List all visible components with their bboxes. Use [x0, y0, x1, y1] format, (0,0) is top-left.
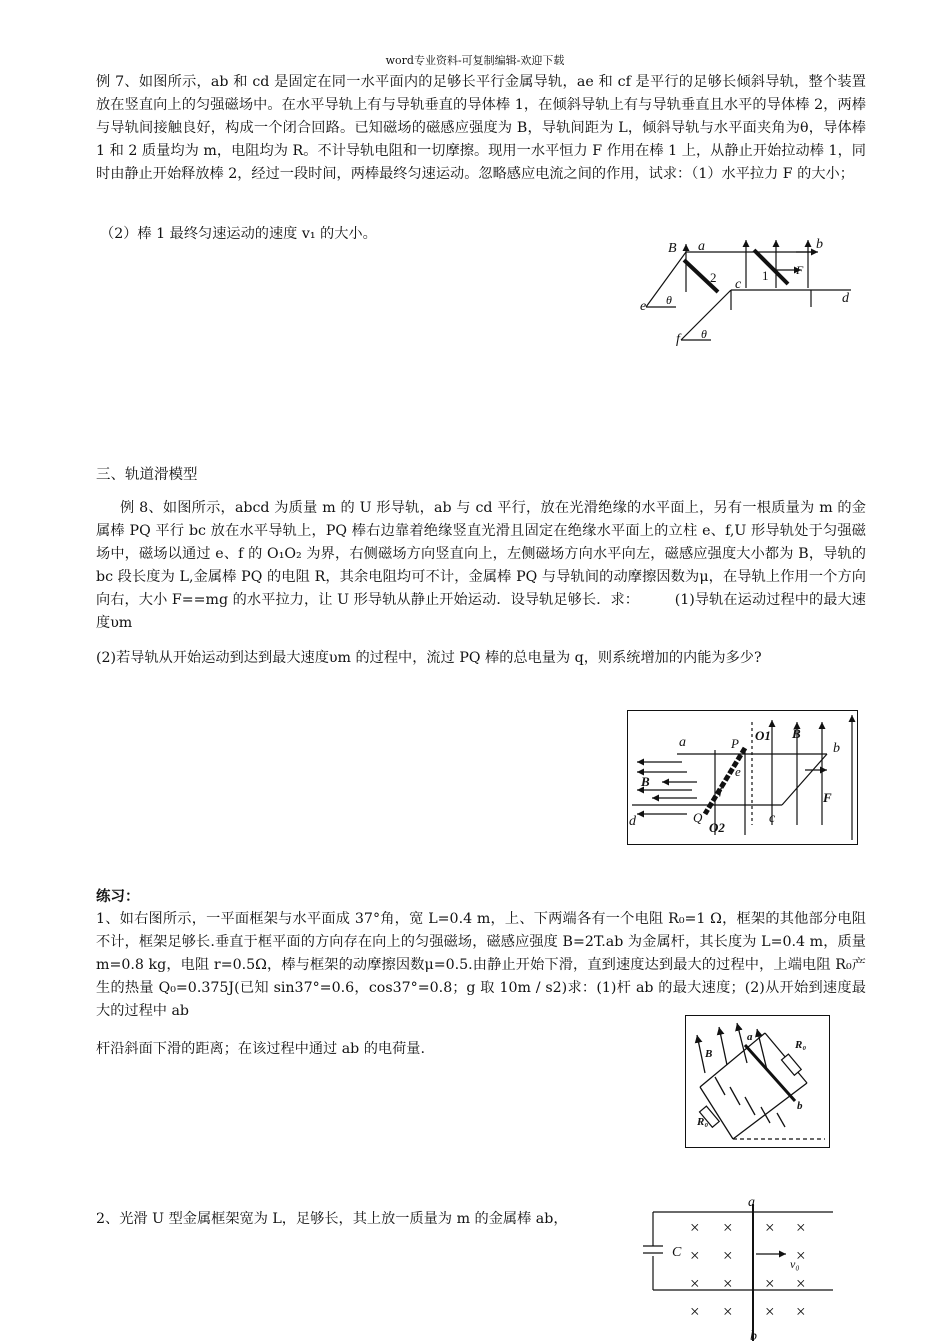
label-rod-2: 2: [710, 270, 717, 285]
example-8-text: 例 8、如图所示，abcd 为质量 m 的 U 形导轨，ab 与 cd 平行，放在光滑绝缘的水平面上，另有一根质量为 m 的金属棒 PQ 平行 bc 放在水平导轨上，PQ 棒右边靠着绝缘竖直光滑且固定在绝缘水平面上的立柱 e、f,U 形导轨处于匀强磁场中，磁场以通过 e、f 的 O₁O₂ 为界，右侧磁场方向竖直向上，左侧磁场方向水平向左，磁感应强度大小都为 B，导轨的 bc 段长度为 L,金属棒 PQ 的电阻 R，其余电阻均可不计，金属棒 PQ 与导轨间的动摩擦因数为μ，在导轨上作用一个方向向右，大小 F==mg 的水平拉力，让 U 形导轨从静止开始运动．设导轨足够长．求： (1)导轨在运动过程中的最大速度υm: [96, 500, 866, 631]
figure-example-7: [636, 232, 866, 352]
label-b: b: [833, 741, 840, 756]
label-b: b: [797, 1100, 803, 1112]
cross-mark: ×: [690, 1246, 700, 1265]
cross-mark: ×: [765, 1218, 775, 1237]
practice-2-text: 2、光滑 U 型金属框架宽为 L，足够长，其上放一质量为 m 的金属棒 ab，: [96, 1211, 568, 1227]
figure-example-8: [627, 710, 858, 845]
label-a: a: [748, 1196, 755, 1210]
label-B-left: B: [641, 774, 650, 789]
cross-mark: ×: [723, 1274, 733, 1293]
label-C: C: [672, 1245, 682, 1260]
rod-PQ: [705, 748, 745, 814]
cross-mark: ×: [796, 1274, 806, 1293]
practice-heading: 练习：: [96, 888, 140, 905]
label-B-right: B: [792, 726, 801, 741]
example-7-question-2: （2）棒 1 最终匀速运动的速度 v₁ 的大小。: [100, 226, 377, 242]
label-F: F: [823, 790, 832, 805]
cross-mark: ×: [765, 1302, 775, 1321]
cross-mark: ×: [796, 1246, 806, 1265]
label-P: P: [731, 736, 739, 751]
label-a: a: [698, 239, 705, 254]
label-f: f: [719, 782, 723, 797]
label-O1: O1: [755, 728, 771, 743]
label-a: a: [747, 1031, 753, 1043]
example-7-text: 例 7、如图所示，ab 和 cd 是固定在同一水平面内的足够长平行金属导轨，ae 和 cf 是平行的足够长倾斜导轨，整个装置放在竖直向上的匀强磁场中。在水平导轨上有与导轨垂直的导体棒 1，在倾斜导轨上有与导轨垂直且水平的导体棒 2，两棒与导轨间接触良好，构成一个闭合回路。已知磁场的磁感应强度为 B，导轨间距为 L，倾斜导轨与水平面夹角为θ，导体棒 1 和 2 质量均为 m，电阻均为 R。不计导轨电阻和一切摩擦。现用一水平恒力 F 作用在棒 1 上，从静止开始拉动棒 1，同时由静止开始释放棒 2，经过一段时间，两棒最终匀速运动。忽略感应电流之间的作用，试求：（1）水平拉力 F 的大小；: [96, 74, 866, 182]
rail-bc: [782, 754, 827, 805]
practice-1-text: 1、如右图所示，一平面框架与水平面成 37°角，宽 L=0.4 m，上、下两端各有一个电阻 R₀=1 Ω，框架的其他部分电阻不计，框架足够长.垂直于框平面的方向存在向上的匀强磁场，磁感应强度 B=2T.ab 为金属杆，其长度为 L=0.4 m，质量 m=0.8 kg，电阻 r=0.5Ω，棒与框架的动摩擦因数μ=0.5.由静止开始下滑，直到速度达到最大的过程中，上端电阻 R₀产生的热量 Q₀=0.375J(已知 sin37°=0.6，cos37°=0.8；g 取 10m / s2)求：(1)杆 ab 的最大速度；(2)从开始到速度最大的过程中 ab: [96, 911, 866, 1019]
cross-mark: ×: [723, 1218, 733, 1237]
label-c: c: [735, 277, 742, 292]
page-header: word专业资料-可复制编辑-欢迎下载: [385, 54, 565, 67]
label-b: b: [816, 237, 823, 252]
figure-practice-2: [638, 1196, 838, 1344]
section-3-heading: 三、轨道滑模型: [96, 467, 198, 483]
label-d: d: [842, 291, 849, 306]
cross-mark: ×: [796, 1218, 806, 1237]
cross-mark: ×: [690, 1274, 700, 1293]
cross-mark: ×: [723, 1246, 733, 1265]
label-a: a: [679, 735, 686, 750]
label-R0-bottom: R₀: [697, 1116, 709, 1128]
label-B: B: [668, 241, 677, 256]
label-f: f: [676, 332, 680, 347]
label-e: e: [640, 299, 647, 314]
example-8-question-2: (2)若导轨从开始运动到达到最大速度υm 的过程中，流过 PQ 棒的总电量为 q，则系统增加的内能为多少?: [96, 650, 762, 666]
cross-mark: ×: [690, 1218, 700, 1237]
label-B: B: [705, 1048, 713, 1060]
cross-mark: ×: [690, 1302, 700, 1321]
label-rod-1: 1: [762, 268, 769, 283]
practice-1-line2: 杆沿斜面下滑的距离；在该过程中通过 ab 的电荷量.: [96, 1041, 426, 1057]
label-R0-top: R₀: [795, 1039, 807, 1051]
label-v0: v₀: [790, 1257, 800, 1271]
label-d: d: [629, 814, 636, 829]
cross-mark: ×: [796, 1302, 806, 1321]
cross-mark: ×: [723, 1302, 733, 1321]
label-O2: O2: [709, 820, 725, 835]
figure-practice-1: [685, 1015, 830, 1148]
label-e: e: [735, 764, 741, 779]
rod-1: [754, 250, 788, 284]
label-theta-2: θ: [701, 327, 707, 341]
label-Q: Q: [693, 810, 703, 825]
label-F: F: [796, 263, 804, 277]
label-c: c: [769, 811, 776, 826]
label-theta-1: θ: [666, 293, 672, 307]
label-b: b: [750, 1329, 757, 1344]
cross-mark: ×: [765, 1274, 775, 1293]
